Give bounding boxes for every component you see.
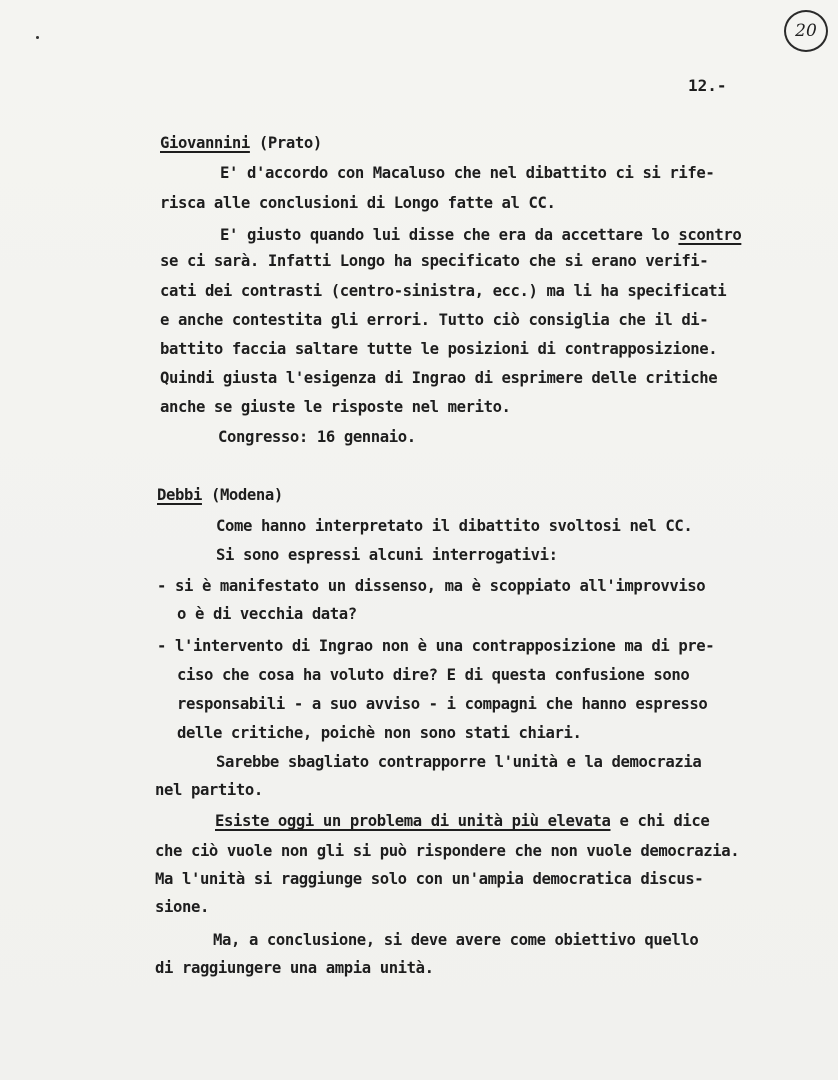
text-line: ciso che cosa ha voluto dire? E di questa confusione sono — [177, 666, 690, 684]
text-line: che ciò vuole non gli si può rispondere che non vuole democrazia. — [155, 842, 740, 860]
speaker-place: (Prato) — [258, 134, 322, 152]
text-line: anche se giuste le risposte nel merito. — [160, 398, 511, 416]
text-line: Si sono espressi alcuni interrogativi: — [216, 546, 558, 564]
text-line: e anche contestita gli errori. Tutto ciò consiglia che il di- — [160, 311, 709, 329]
text-line-with-emphasis: Esiste oggi un problema di unità più elevata e chi dice — [215, 812, 710, 830]
speaker-heading-giovannini — [160, 133, 322, 153]
text-line: o è di vecchia data? — [177, 605, 357, 623]
text-line: cati dei contrasti (centro-sinistra, ecc.) ma li ha specificati — [160, 282, 727, 300]
speck-mark — [36, 36, 39, 39]
text-line: sione. — [155, 898, 209, 916]
text-line: delle critiche, poichè non sono stati chiari. — [177, 724, 582, 742]
speaker-place: (Modena) — [210, 486, 283, 504]
underlined-phrase: Esiste oggi un problema di unità più elevata — [215, 812, 611, 830]
text-line: nel partito. — [155, 781, 263, 799]
speaker-name: Debbi — [157, 486, 202, 504]
page-number: 12.- — [688, 76, 727, 95]
underlined-word: scontro — [678, 226, 742, 244]
speaker-name: Giovannini — [160, 134, 250, 152]
text-line: di raggiungere una ampia unità. — [155, 959, 434, 977]
text-line-with-emphasis: E' giusto quando lui disse che era da accettare lo scontro — [220, 226, 742, 244]
text-line: se ci sarà. Infatti Longo ha specificato che si erano verifi- — [160, 252, 709, 270]
text-line: - l'intervento di Ingrao non è una contrapposizione ma di pre- — [157, 637, 715, 655]
text-line: Congresso: 16 gennaio. — [218, 428, 416, 446]
text-line: Ma, a conclusione, si deve avere come obiettivo quello — [213, 931, 699, 949]
text-line: Come hanno interpretato il dibattito svoltosi nel CC. — [216, 517, 693, 535]
speaker-heading-debbi — [157, 485, 283, 505]
text-line: - si è manifestato un dissenso, ma è scoppiato all'improvviso — [157, 577, 706, 595]
text-line: battito faccia saltare tutte le posizioni di contrapposizione. — [160, 340, 718, 358]
page-stamp: 20 — [784, 10, 828, 52]
text-line: responsabili - a suo avviso - i compagni che hanno espresso — [177, 695, 708, 713]
text-line: risca alle conclusioni di Longo fatte al CC. — [160, 194, 556, 212]
text-line: Sarebbe sbagliato contrapporre l'unità e la democrazia — [216, 753, 702, 771]
text-line: Ma l'unità si raggiunge solo con un'ampia democratica discus- — [155, 870, 704, 888]
text-line: Quindi giusta l'esigenza di Ingrao di esprimere delle critiche — [160, 369, 718, 387]
text-line: E' d'accordo con Macaluso che nel dibattito ci si rife- — [220, 164, 715, 182]
